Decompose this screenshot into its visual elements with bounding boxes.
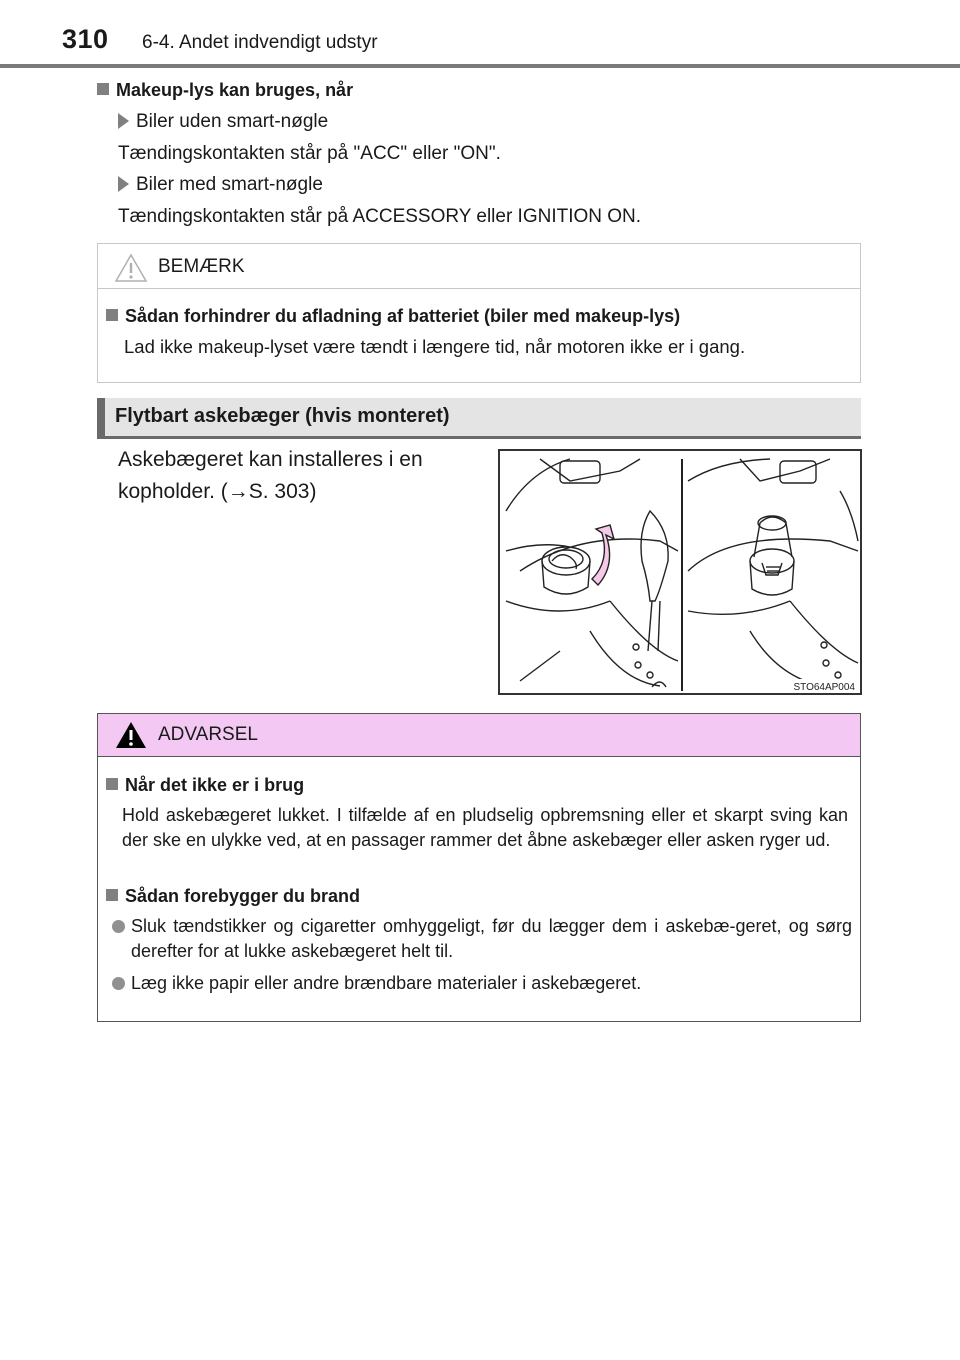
warning-box [97, 713, 861, 1022]
warning-bullet-2: Læg ikke papir eller andre brændbare materialer i askebægeret. [112, 971, 852, 996]
body-line-2: kopholder. (→S. 303) [118, 480, 317, 503]
makeup-item-2-text: Tændingskontakten står på ACCESSORY eller IGNITION ON. [118, 206, 642, 227]
ashtray-drawing [500, 451, 860, 693]
square-bullet-icon [106, 778, 118, 790]
header-divider [0, 64, 960, 68]
warning-bullet-1: Sluk tændstikker og cigaretter omhyggeligt, før du lægger dem i askebæ-geret, og sørg derefter for at lukke askebægeret helt til. [112, 914, 852, 964]
ashtray-body-text [118, 444, 480, 508]
makeup-item-2-label: Biler med smart-nøgle [118, 174, 323, 196]
warning-title: ADVARSEL [158, 724, 258, 745]
round-bullet-icon [112, 977, 125, 990]
ashtray-illustration [498, 449, 862, 695]
square-bullet-icon [106, 889, 118, 901]
makeup-heading: Makeup-lys kan bruges, når [97, 80, 353, 101]
notice-subheading: Sådan forhindrer du afladning af batteriet (biler med makeup-lys) [106, 306, 680, 327]
triangle-bullet-icon [118, 113, 129, 129]
square-bullet-icon [97, 83, 109, 95]
figure-code: STO64AP004 [793, 682, 855, 693]
warning-triangle-icon [114, 720, 148, 750]
notice-title: BEMÆRK [158, 256, 245, 277]
section-bar-accent [97, 398, 105, 436]
warning-subheading-2: Sådan forebygger du brand [106, 886, 360, 907]
warning-subheading-1: Når det ikke er i brug [106, 775, 304, 796]
body-line-1: Askebægeret kan installeres i en [118, 448, 423, 471]
triangle-bullet-icon [118, 176, 129, 192]
makeup-item-1-text: Tændingskontakten står på "ACC" eller "ON". [118, 143, 501, 164]
notice-box [97, 243, 861, 383]
notice-text: Lad ikke makeup-lyset være tændt i længere tid, når motoren ikke er i gang. [124, 336, 746, 357]
page-number: 310 [62, 24, 109, 54]
notice-header [98, 244, 860, 289]
makeup-item-1-label: Biler uden smart-nøgle [118, 111, 328, 133]
warning-header [98, 714, 860, 757]
chapter-title: 6-4. Andet indvendigt udstyr [142, 32, 378, 53]
caution-triangle-icon [114, 253, 148, 283]
section-heading: Flytbart askebæger (hvis monteret) [115, 405, 450, 427]
round-bullet-icon [112, 920, 125, 933]
warning-paragraph-1: Hold askebægeret lukket. I tilfælde af en pludselig opbremsning eller et skarpt sving kan der ske en ulykke ved, at en passager rammer det åbne askebæger eller asken ryger ud. [122, 805, 848, 850]
square-bullet-icon [106, 309, 118, 321]
section-heading-bar [97, 398, 861, 439]
